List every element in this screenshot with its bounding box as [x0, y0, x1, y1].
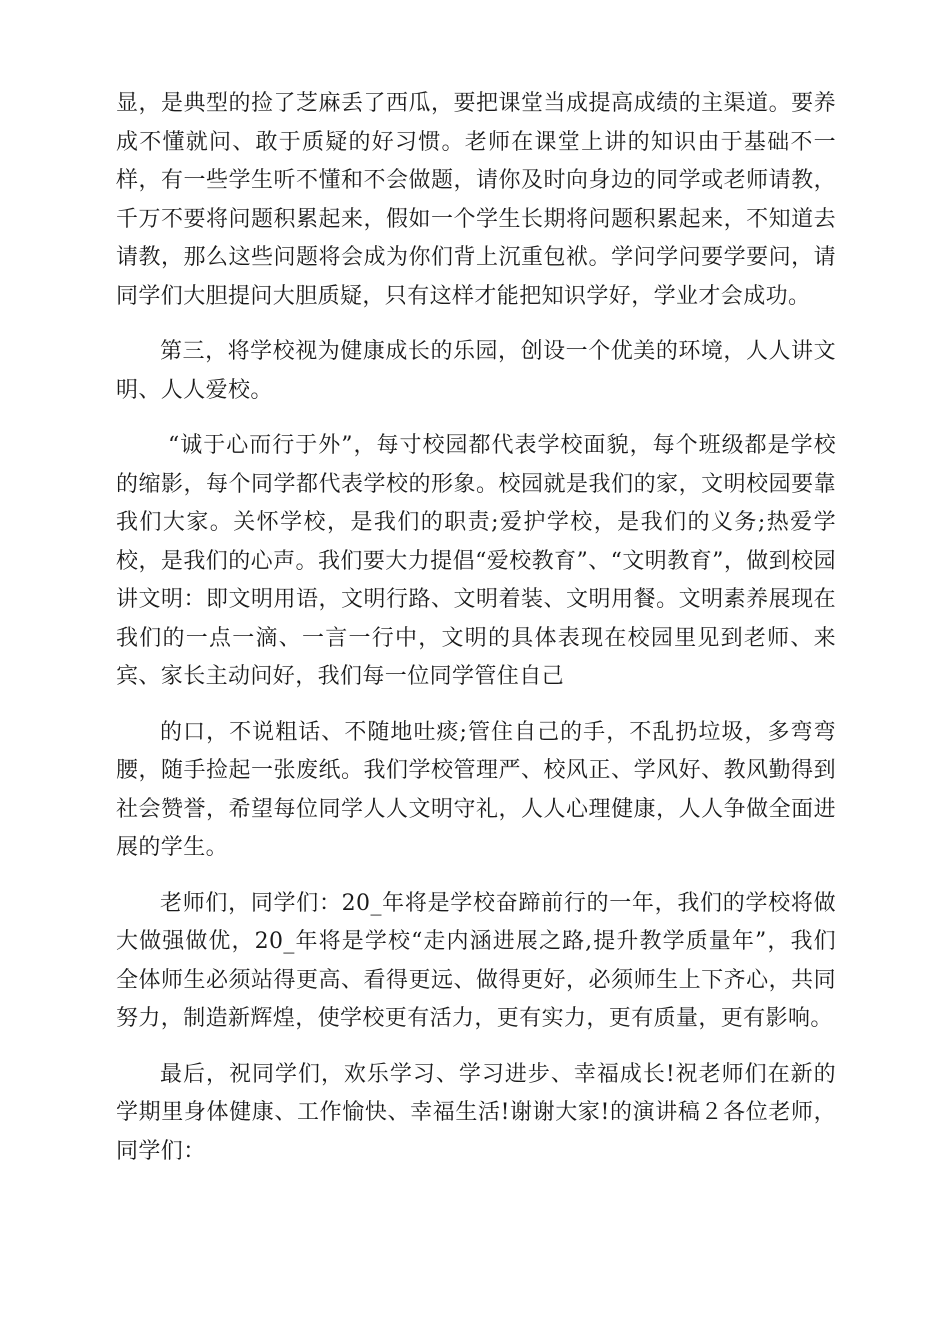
paragraph-study-habits: 显，是典型的捡了芝麻丢了西瓜，要把课堂当成提高成绩的主渠道。要养成不懂就问、敢于质疑的好习惯。老师在课堂上讲的知识由于基础不一样，有一些学生听不懂和不会做题，请你及时向身边的同学或老师请教，千万不要将问题积累起来，假如一个学生长期将问题积累起来，不知道去请教，那么这些问题将会成为你们背上沉重包袱。学问学问要学要问，请同学们大胆提问大胆质疑，只有这样才能把知识学好，学业才会成功。	[116, 91, 836, 309]
paragraph-closing-wishes: 最后，祝同学们，欢乐学习、学习进步、幸福成长!祝老师们在新的学期里身体健康、工作愉快、幸福生活!谢谢大家!的演讲稿２各位老师，同学们：	[116, 1061, 836, 1164]
paragraph-third-point: 第三，将学校视为健康成长的乐园，创设一个优美的环境，人人讲文明、人人爱校。	[116, 339, 836, 403]
paragraph-civilized-campus: “诚于心而行于外”，每寸校园都代表学校面貌，每个班级都是学校的缩影，每个同学都代表学校的形象。校园就是我们的家，文明校园要靠我们大家。关怀学校，是我们的职责;爱护学校，是我们的义务;热爱学校，是我们的心声。我们要大力提倡“爱校教育”、“文明教育”，做到校园讲文明：即文明用语，文明行路、文明着装、文明用餐。文明素养展现在我们的一点一滴、一言一行中，文明的具体表现在校园里见到老师、来宾、家长主动问好，我们每一位同学管住自己	[116, 433, 836, 689]
document-body	[116, 85, 836, 1188]
paragraph-manners: 的口，不说粗话、不随地吐痰;管住自己的手，不乱扔垃圾，多弯弯腰，随手捡起一张废纸。我们学校管理严、校风正、学风好、教风勤得到社会赞誉，希望每位同学人人文明守礼，人人心理健康，人人争做全面进展的学生。	[116, 719, 836, 860]
paragraph-new-year-goals: 老师们，同学们：20_年将是学校奋蹄前行的一年，我们的学校将做大做强做优，20_年将是学校“走内涵进展之路,提升教学质量年”，我们全体师生必须站得更高、看得更远、做得更好，必须师生上下齐心，共同努力，制造新辉煌，使学校更有活力，更有实力，更有质量，更有影响。	[116, 890, 836, 1031]
